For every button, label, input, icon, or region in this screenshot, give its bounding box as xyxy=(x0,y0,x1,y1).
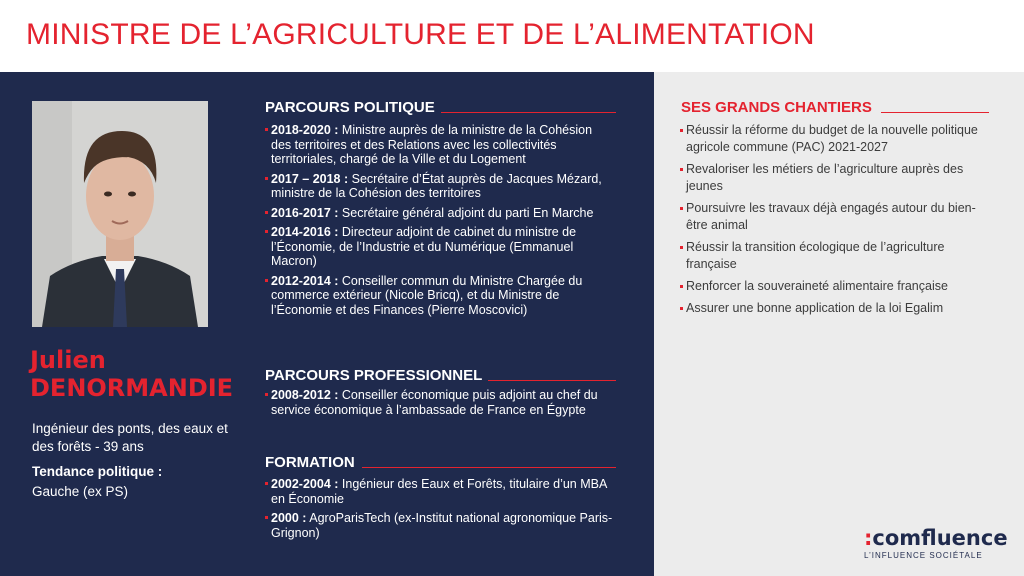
chantiers-list xyxy=(680,122,980,322)
parcours-politique-list xyxy=(265,123,615,322)
tendance-value: Gauche (ex PS) xyxy=(32,484,129,499)
list-item: 2000 : AgroParisTech (ex-Institut national agronomique Paris-Grignon) xyxy=(265,511,615,540)
comfluence-logo xyxy=(864,527,1008,560)
list-item: Renforcer la souveraineté alimentaire française xyxy=(680,278,980,295)
parcours-professionnel-list xyxy=(265,388,615,422)
list-item: Revaloriser les métiers de l’agriculture auprès des jeunes xyxy=(680,161,980,195)
list-item: 2002-2004 : Ingénieur des Eaux et Forêts, titulaire d’un MBA en Économie xyxy=(265,477,615,506)
formation-title: FORMATION xyxy=(265,454,355,471)
list-item: Assurer une bonne application de la loi Egalim xyxy=(680,300,980,317)
logo-wordmark: :comfluence xyxy=(864,526,1008,550)
last-name: DENORMANDIE xyxy=(30,374,234,402)
list-item: 2016-2017 : Secrétaire général adjoint du parti En Marche xyxy=(265,206,615,221)
person-name xyxy=(30,346,233,402)
chantiers-title: SES GRANDS CHANTIERS xyxy=(681,99,872,116)
tendance-label: Tendance politique : xyxy=(32,464,163,479)
list-item: 2018-2020 : Ministre auprès de la ministre de la Cohésion des territoires et des Relations avec les collectivités territoriales, chargé de la Ville et du Logement xyxy=(265,123,615,167)
parcours-politique-title: PARCOURS POLITIQUE xyxy=(265,99,435,116)
first-name: Julien xyxy=(30,346,106,374)
page-title: MINISTRE DE L’AGRICULTURE ET DE L’ALIMENTATION xyxy=(26,18,815,51)
header xyxy=(0,0,1024,72)
section-divider xyxy=(881,112,989,113)
person-role: Ingénieur des ponts, des eaux et des forêts - 39 ans xyxy=(32,421,228,454)
list-item: 2008-2012 : Conseiller économique puis adjoint au chef du service économique à l’ambassade de France en Égypte xyxy=(265,388,615,417)
list-item: Réussir la transition écologique de l’agriculture française xyxy=(680,239,980,273)
list-item: 2017 – 2018 : Secrétaire d’État auprès de Jacques Mézard, ministre de la Cohésion des territoires xyxy=(265,172,615,201)
list-item: 2014-2016 : Directeur adjoint de cabinet du ministre de l’Économie, de l’Industrie et du Numérique (Emmanuel Macron) xyxy=(265,225,615,269)
list-item: Poursuivre les travaux déjà engagés autour du bien-être animal xyxy=(680,200,980,234)
portrait-photo xyxy=(32,101,208,327)
section-divider xyxy=(362,467,616,468)
list-item: 2012-2014 : Conseiller commun du Ministre Chargée du commerce extérieur (Nicole Bricq), et du Ministre de l’Économie et des Finances (Pierre Moscovici) xyxy=(265,274,615,318)
section-divider xyxy=(488,380,616,381)
list-item: Réussir la réforme du budget de la nouvelle politique agricole commune (PAC) 2021-2027 xyxy=(680,122,980,156)
parcours-professionnel-title: PARCOURS PROFESSIONNEL xyxy=(265,367,483,384)
logo-tagline: L’INFLUENCE SOCIÉTALE xyxy=(864,551,983,560)
formation-list xyxy=(265,477,615,545)
section-divider xyxy=(441,112,616,113)
